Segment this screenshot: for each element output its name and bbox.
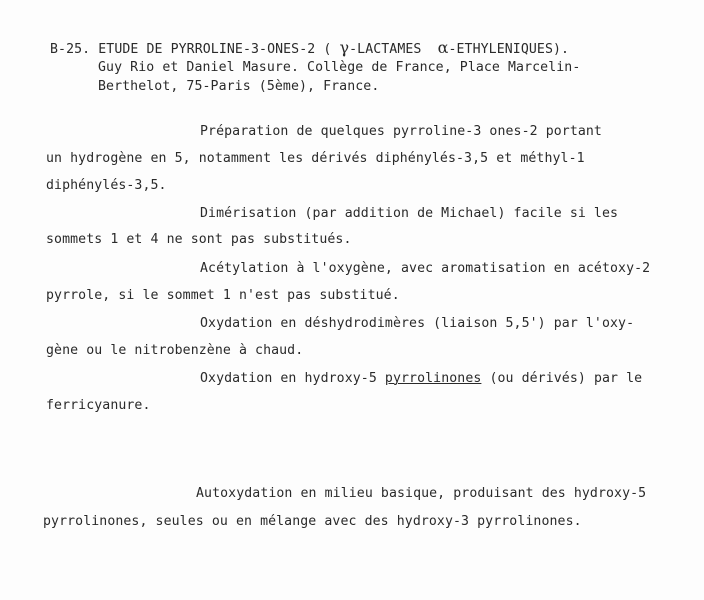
paragraph-6-line-2: pyrrolinones, seules ou en mélange avec des hydroxy-3 pyrrolinones. [43, 514, 582, 529]
gamma-symbol: γ [339, 38, 350, 57]
paragraph-6-line-1: Autoxydation en milieu basique, produisant des hydroxy-5 [196, 486, 647, 501]
paragraph-1-line-2: un hydrogène en 5, notamment les dérivés diphénylés-3,5 et méthyl-1 [46, 151, 585, 166]
address-line: Berthelot, 75-Paris (5ème), France. [98, 79, 380, 94]
title-suffix: -ETHYLENIQUES). [448, 42, 570, 57]
abstract-title [50, 40, 569, 58]
paragraph-3-line-2: pyrrole, si le sommet 1 n'est pas substitué. [46, 288, 400, 303]
paragraph-5-line-2: ferricyanure. [46, 398, 151, 413]
paragraph-4-line-2: gène ou le nitrobenzène à chaud. [46, 343, 304, 358]
title-middle: -LACTAMES [349, 42, 422, 57]
alpha-symbol: α [437, 38, 449, 57]
authors-line: Guy Rio et Daniel Masure. Collège de France, Place Marcelin- [98, 60, 581, 75]
paragraph-5-text-b: (ou dérivés) par le [481, 371, 643, 386]
paragraph-4-line-1: Oxydation en déshydrodimères (liaison 5,5') par l'oxy- [200, 316, 635, 331]
paragraph-2-line-1: Dimérisation (par addition de Michael) facile si les [200, 206, 619, 221]
paragraph-3-line-1: Acétylation à l'oxygène, avec aromatisation en acétoxy-2 [200, 261, 651, 276]
paragraph-1-line-3: diphénylés-3,5. [46, 178, 167, 193]
paragraph-1-line-1: Préparation de quelques pyrroline-3 ones-2 portant [200, 124, 602, 139]
paragraph-5-line-1 [200, 371, 642, 387]
underlined-pyrrolinones: pyrrolinones [384, 371, 482, 386]
title-prefix: B-25. ETUDE DE PYRROLINE-3-ONES-2 ( [50, 42, 332, 57]
paragraph-2-line-2: sommets 1 et 4 ne sont pas substitués. [46, 232, 352, 247]
paragraph-5-text-a: Oxydation en hydroxy-5 [200, 371, 385, 386]
